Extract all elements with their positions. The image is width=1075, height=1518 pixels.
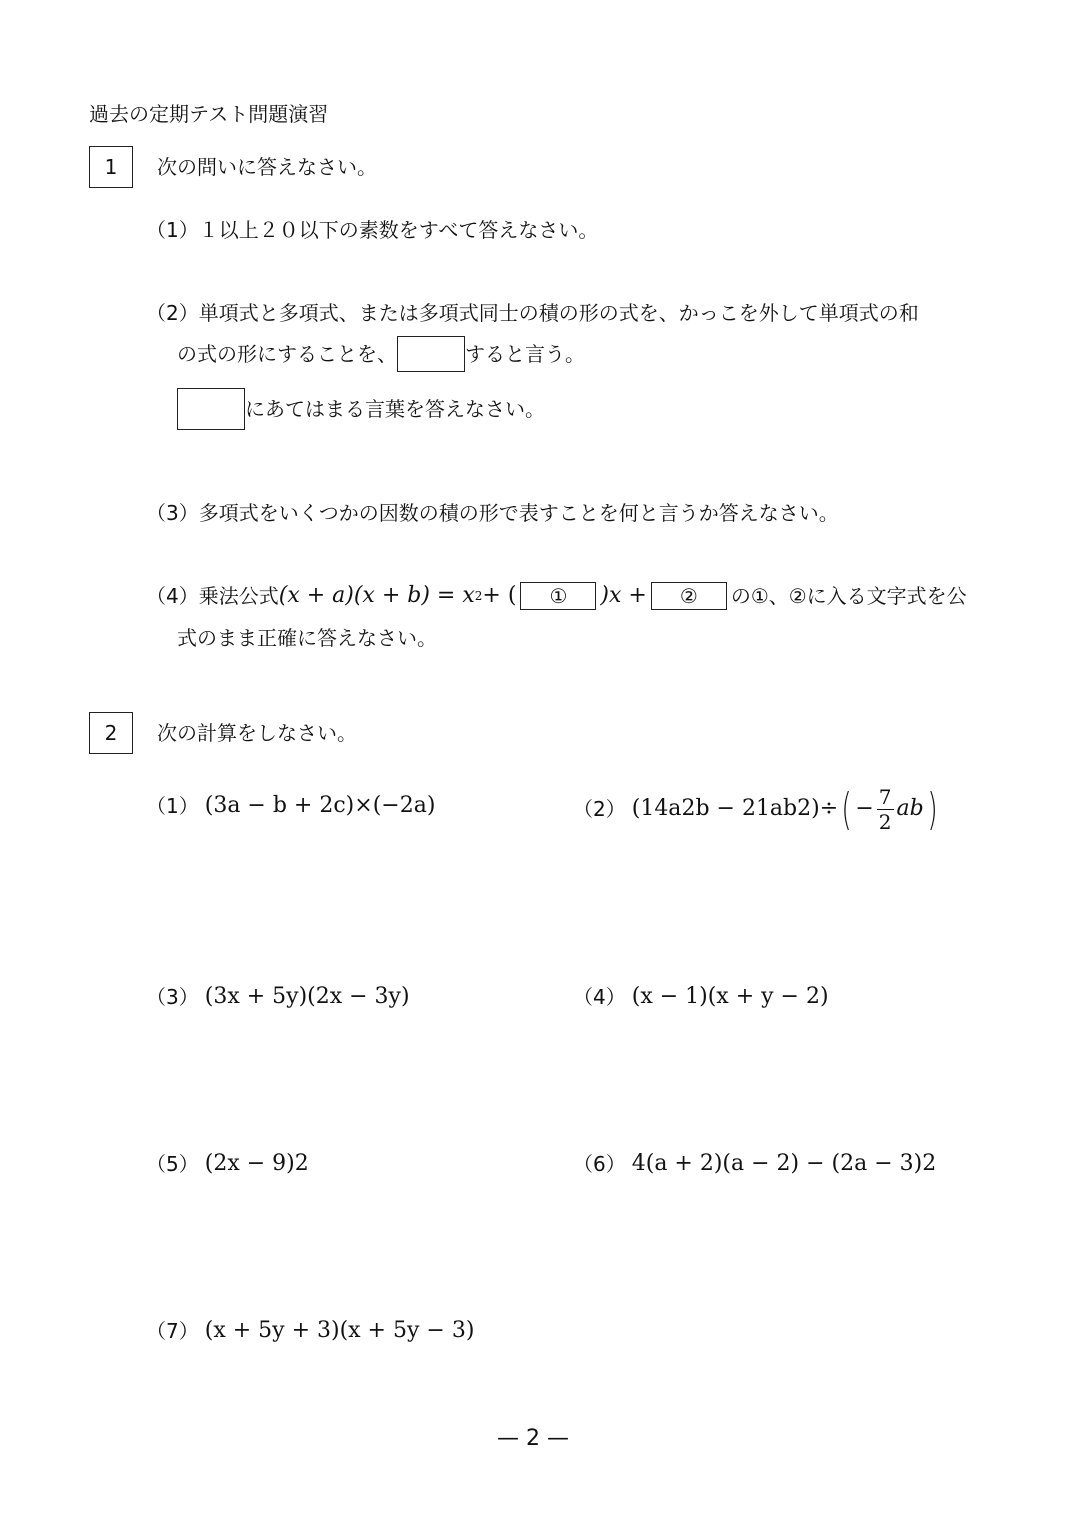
problem-2-2: [573, 782, 941, 836]
section-number-1: 1: [89, 146, 133, 188]
problem-expression: (x + 5y + 3)(x + 5y − 3): [204, 1318, 475, 1343]
question-1-2-line2: [177, 336, 585, 372]
question-1-4-line2: 式のまま正確に答えなさい。: [177, 626, 437, 650]
formula-plus-open: + (: [482, 583, 517, 608]
problem-label: （7）: [146, 1319, 199, 1343]
problem-expression: (3x + 5y)(2x − 3y): [204, 984, 410, 1009]
problem-2-5: [146, 1153, 309, 1175]
question-label: （4）: [146, 584, 199, 608]
exponent: 2: [797, 796, 812, 821]
question-text: の①、②に入る文字式を公: [730, 584, 967, 608]
fraction-denominator: 2: [878, 809, 892, 834]
problem-label: （5）: [146, 1152, 199, 1176]
problem-2-1: [146, 795, 435, 817]
question-1-4-line1: [146, 582, 967, 610]
problem-expression: (3a − b + 2c)×(−2a): [204, 793, 436, 818]
page-number: — 2 —: [497, 1426, 569, 1451]
problem-label: （2）: [573, 797, 626, 821]
question-1-1: [146, 220, 598, 240]
open-paren: (: [841, 783, 852, 835]
question-1-2-line3: [177, 388, 545, 430]
question-text: 単項式と多項式、または多項式同士の積の形の式を、かっこを外して単項式の和: [198, 301, 919, 325]
question-label: （2）: [146, 301, 199, 325]
formula-lhs: (x + a)(x + b) = x: [278, 583, 475, 608]
question-text: すると言う。: [465, 342, 585, 366]
problem-label: （3）: [146, 985, 199, 1009]
problem-expression: 4(a + 2)(a − 2) − (2a − 3): [631, 1151, 923, 1176]
exponent: 2: [294, 1151, 309, 1176]
problem-expression-part: )÷: [811, 796, 839, 821]
problem-2-3: [146, 986, 410, 1008]
problem-label: （4）: [573, 985, 626, 1009]
question-1-2-line1: [146, 303, 919, 323]
section-number-2: 2: [89, 712, 133, 754]
problem-expression: (x − 1)(x + y − 2): [631, 984, 829, 1009]
formula-exponent: 2: [474, 589, 483, 603]
close-paren: ): [927, 783, 938, 835]
section1-instruction: 次の問いに答えなさい。: [157, 155, 377, 179]
question-text: にあてはまる言葉を答えなさい。: [245, 397, 545, 421]
minus-sign: −: [855, 796, 874, 821]
problem-label: （1）: [146, 794, 199, 818]
question-1-3: [146, 503, 839, 523]
problem-expression-part: (14a: [631, 796, 682, 821]
exponent: 2: [681, 796, 696, 821]
section2-instruction: 次の計算をしなさい。: [157, 721, 357, 745]
formula-close-x-plus: )x +: [600, 583, 647, 608]
fraction-numerator: 7: [878, 784, 892, 809]
question-text: の式の形にすることを、: [177, 342, 397, 366]
problem-expression: (2x − 9): [204, 1151, 295, 1176]
page-title: 過去の定期テスト問題演習: [89, 102, 329, 126]
question-text: 乗法公式: [198, 584, 279, 608]
formula-blank-2[interactable]: ②: [651, 582, 727, 610]
fraction: [877, 784, 894, 834]
exponent: 2: [922, 1151, 937, 1176]
problem-expression-part: ab: [896, 796, 924, 821]
answer-blank[interactable]: [177, 388, 245, 430]
problem-2-7: [146, 1320, 474, 1342]
problem-label: （6）: [573, 1152, 626, 1176]
formula-blank-1[interactable]: ①: [520, 582, 596, 610]
answer-blank[interactable]: [397, 336, 465, 372]
problem-2-6: [573, 1153, 936, 1175]
question-label: （3）: [146, 501, 199, 525]
problem-2-4: [573, 986, 829, 1008]
question-label: （1）: [146, 218, 199, 242]
problem-expression-part: b − 21ab: [695, 796, 798, 821]
question-text: 多項式をいくつかの因数の積の形で表すことを何と言うか答えなさい。: [198, 501, 839, 525]
question-text: １以上２０以下の素数をすべて答えなさい。: [198, 218, 599, 242]
